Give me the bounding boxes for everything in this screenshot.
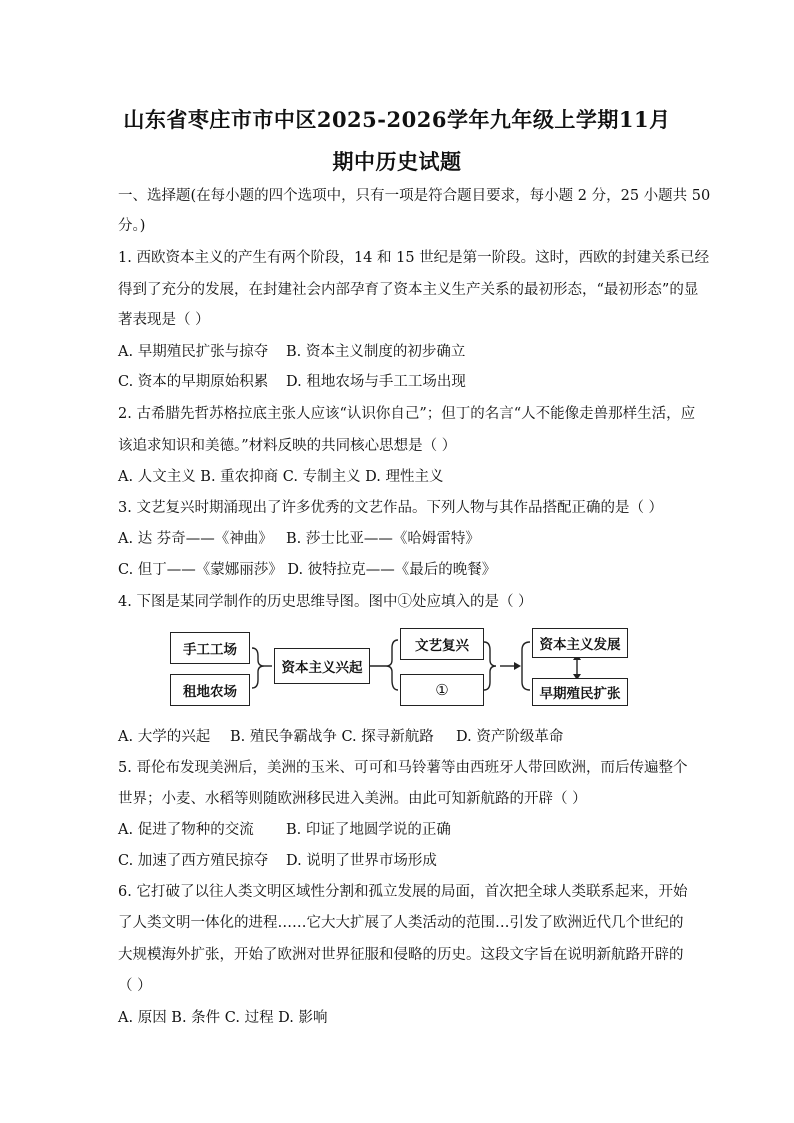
question-5-stem: 世界；小麦、水稻等则随欧洲移民进入美洲。由此可知新航路的开辟（ ）: [118, 791, 587, 807]
diagram-node-leased-farm: 租地农场: [170, 674, 250, 706]
question-1-stem: 1. 西欧资本主义的产生有两个阶段，14 和 15 世纪是第一阶段。这时，西欧的封建关系已经: [118, 250, 710, 266]
diagram-node-rise-of-capitalism: 资本主义兴起: [274, 648, 370, 684]
question-5-option-a[interactable]: A. 促进了物种的交流: [118, 822, 254, 838]
question-2-options[interactable]: A. 人文主义 B. 重农抑商 C. 专制主义 D. 理性主义: [118, 469, 444, 485]
section-instruction-cont: 分。): [118, 218, 146, 234]
question-6-stem: 大规模海外扩张，开始了欧洲对世界征服和侵略的历史。这段文字旨在说明新航路开辟的: [118, 947, 684, 963]
question-6-stem: （ ）: [118, 978, 152, 994]
question-4-stem: 4. 下图是某同学制作的历史思维导图。图中①处应填入的是（ ）: [118, 594, 533, 610]
question-3-option-a[interactable]: A. 达 芬奇——《神曲》: [118, 531, 273, 547]
diagram-node-handicraft-workshop: 手工工场: [170, 632, 250, 664]
diagram-node-blank-1: ①: [400, 674, 484, 706]
question-5-option-b[interactable]: B. 印证了地圆学说的正确: [286, 822, 451, 838]
question-5-option-d[interactable]: D. 说明了世界市场形成: [286, 853, 437, 869]
question-1-option-d[interactable]: D. 租地农场与手工工场出现: [286, 374, 466, 390]
diagram-node-early-colonial-expansion: 早期殖民扩张: [532, 678, 628, 706]
diagram-node-capitalism-development: 资本主义发展: [532, 628, 628, 658]
question-1-stem: 著表现是（ ）: [118, 312, 210, 328]
question-6-stem: 了人类文明一体化的进程……它大大扩展了人类活动的范围…引发了欧洲近代几个世纪的: [118, 915, 684, 931]
question-1-option-b[interactable]: B. 资本主义制度的初步确立: [286, 344, 466, 360]
question-2-stem: 该追求知识和美德。”材料反映的共同核心思想是（ ）: [118, 438, 457, 454]
question-5-option-c[interactable]: C. 加速了西方殖民掠夺: [118, 853, 269, 869]
question-3-option-cd[interactable]: C. 但丁——《蒙娜丽莎》 D. 彼特拉克——《最后的晚餐》: [118, 562, 497, 578]
question-1-stem: 得到了充分的发展，在封建社会内部孕育了资本主义生产关系的最初形态，“最初形态”的显: [118, 282, 699, 298]
question-5-stem: 5. 哥伦布发现美洲后，美洲的玉米、可可和马铃薯等由西班牙人带回欧洲，而后传遍整个: [118, 760, 688, 776]
exam-title-line1: 山东省枣庄市市中区2025-2026学年九年级上学期11月: [123, 107, 671, 132]
section-instruction: 一、选择题(在每小题的四个选项中，只有一项是符合题目要求，每小题 2 分，25 小题共 50: [118, 188, 711, 204]
question-1-option-a[interactable]: A. 早期殖民扩张与掠夺: [118, 344, 269, 360]
question-6-stem: 6. 它打破了以往人类文明区域性分割和孤立发展的局面，首次把全球人类联系起来，开始: [118, 884, 688, 900]
question-4-option-bc[interactable]: B. 殖民争霸战争 C. 探寻新航路: [230, 729, 434, 745]
exam-title-line2: 期中历史试题: [332, 149, 462, 174]
question-3-option-b[interactable]: B. 莎士比亚——《哈姆雷特》: [286, 531, 480, 547]
question-6-options[interactable]: A. 原因 B. 条件 C. 过程 D. 影响: [118, 1010, 328, 1026]
question-2-stem: 2. 古希腊先哲苏格拉底主张人应该“认识你自己”；但丁的名言“人不能像走兽那样生活，应: [118, 406, 696, 422]
question-4-option-d[interactable]: D. 资产阶级革命: [456, 729, 564, 745]
question-3-stem: 3. 文艺复兴时期涌现出了许多优秀的文艺作品。下列人物与其作品搭配正确的是（ ）: [118, 500, 664, 516]
question-1-option-c[interactable]: C. 资本的早期原始积累: [118, 374, 269, 390]
diagram-node-renaissance: 文艺复兴: [400, 628, 484, 660]
question-4-option-a[interactable]: A. 大学的兴起: [118, 729, 211, 745]
